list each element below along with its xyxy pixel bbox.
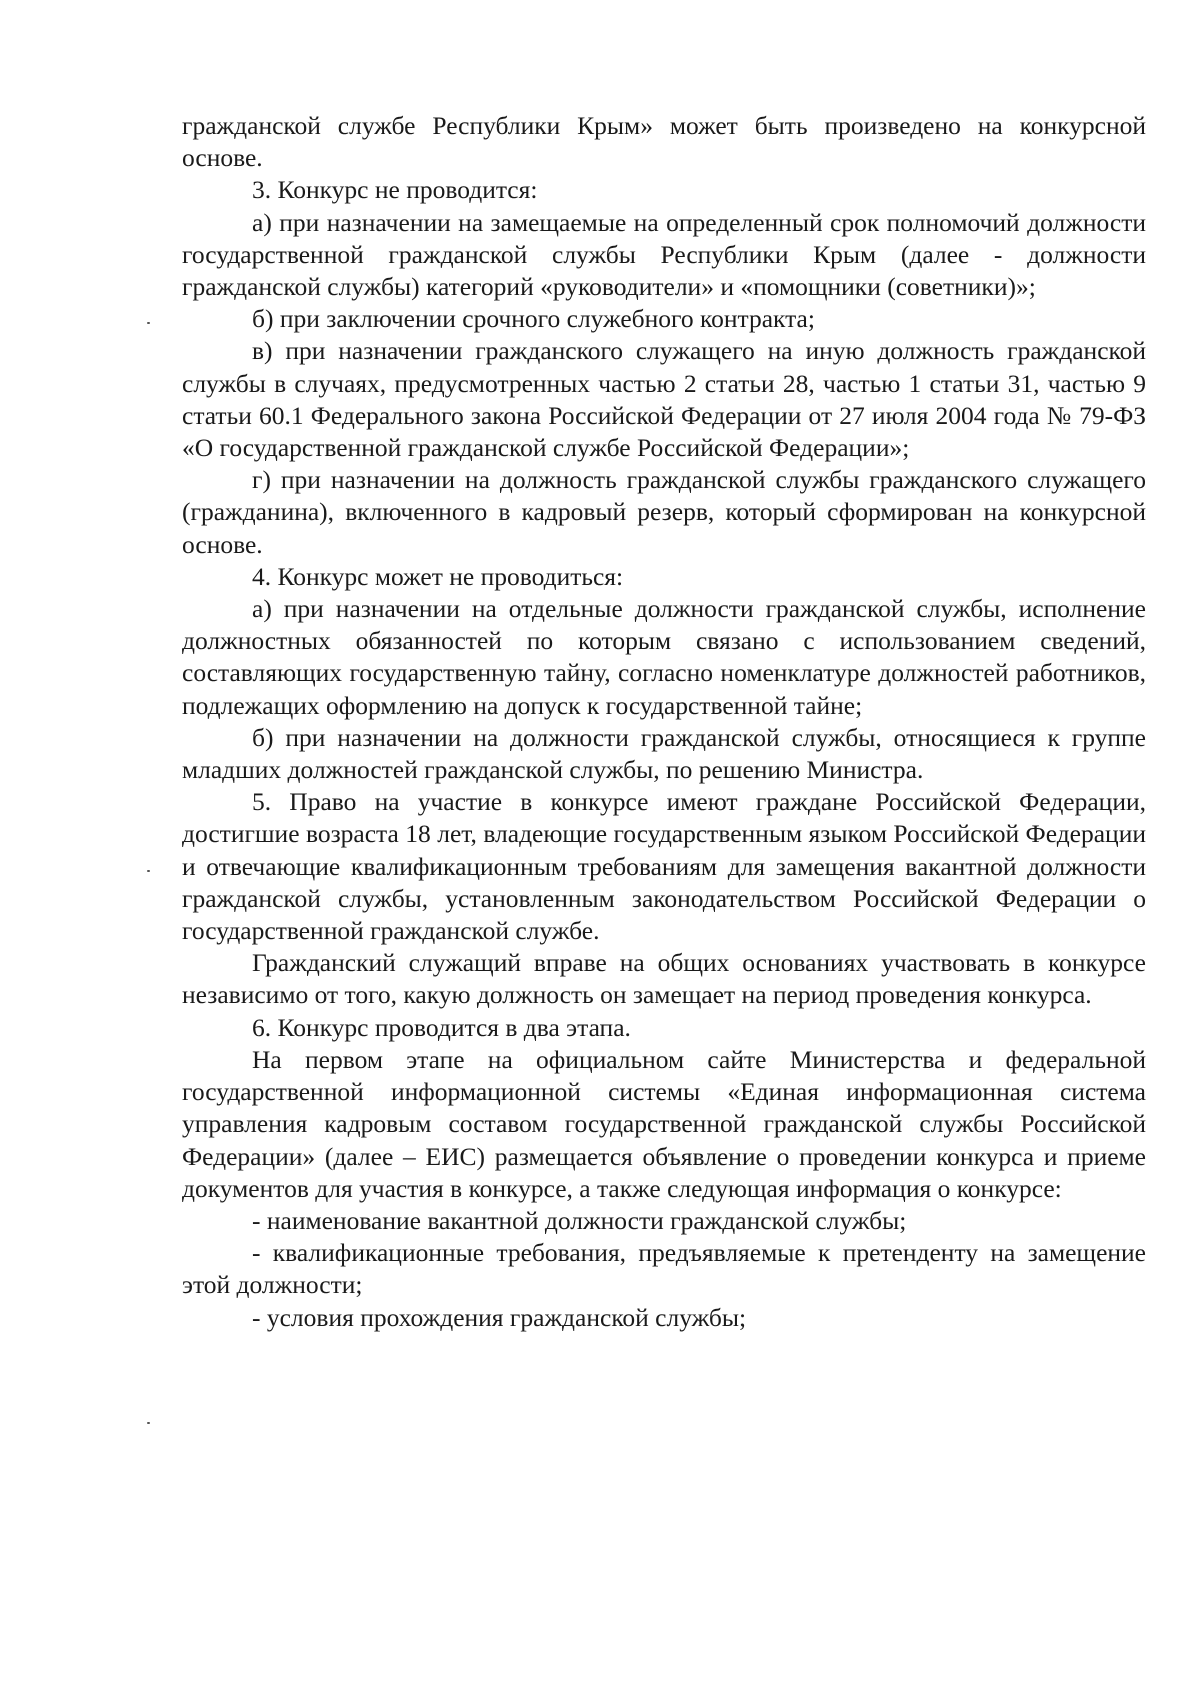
paragraph-item-3v: в) при назначении гражданского служащего на иную должность гражданской службы в случаях, предусмотренных частью 2 статьи 28, частью 1 статьи 31, частью 9 статьи 60.1 Федерального закона Российской Федерации от 27 июля 2004 года № 79-ФЗ «О государственной гражданской службе Российской Федерации»; <box>182 336 1146 463</box>
paragraph-item-6: 6. Конкурс проводится в два этапа. <box>252 1012 631 1042</box>
paragraph-item-3b: б) при заключении срочного служебного контракта; <box>252 304 815 334</box>
scan-speck <box>147 870 150 872</box>
list-item-position-name: - наименование вакантной должности гражданской службы; <box>252 1205 907 1235</box>
paragraph-item-4a: а) при назначении на отдельные должности гражданской службы, исполнение должностных обязанностей по которым связано с использованием сведений, составляющих государственную тайну, согласно номенклатуре должностей работников, подлежащих оформлению на допуск к государственной тайне; <box>182 594 1146 720</box>
paragraph-item-4b: б) при назначении на должности гражданской службы, относящиеся к группе младших должностей гражданской службы, по решению Министра. <box>182 722 1146 785</box>
paragraph-item-3: 3. Конкурс не проводится: <box>252 175 538 205</box>
scan-speck <box>147 322 150 324</box>
paragraph-item-6-first-stage: На первом этапе на официальном сайте Министерства и федеральной государственной информационной системы «Единая информационная система управления кадровым составом государственной гражданской службы Российской Федерации» (далее – ЕИС) размещается объявление о проведении конкурса и приеме документов для участия в конкурсе, а также следующая информация о конкурсе: <box>182 1044 1146 1203</box>
list-item-qualification: - квалификационные требования, предъявляемые к претенденту на замещение этой должности; <box>182 1238 1146 1300</box>
paragraph-item-5: 5. Право на участие в конкурсе имеют граждане Российской Федерации, достигшие возраста 18 лет, владеющие государственным языком Российской Федерации и отвечающие квалификационным требованиям для замещения вакантной должности гражданской службы, установленным законодательством Российской Федерации о государственной гражданской службе. <box>182 787 1146 946</box>
document-body <box>182 110 1146 1334</box>
paragraph-item-3g: г) при назначении на должность гражданской службы гражданского служащего (гражданина), включенного в кадровый резерв, который сформирован на конкурсной основе. <box>182 465 1146 559</box>
paragraph-item-5-note: Гражданский служащий вправе на общих основаниях участвовать в конкурсе независимо от того, какую должность он замещает на период проведения конкурса. <box>182 948 1146 1010</box>
paragraph-continuation: гражданской службе Республики Крым» может быть произведено на конкурсной основе. <box>182 111 1146 173</box>
scan-speck <box>147 1422 150 1424</box>
list-item-service-conditions: - условия прохождения гражданской службы; <box>252 1302 747 1332</box>
paragraph-item-3a: а) при назначении на замещаемые на определенный срок полномочий должности государственной гражданской службы Республики Крым (далее - должности гражданской службы) категорий «руководители» и «помощники (советники)»; <box>182 207 1146 302</box>
paragraph-item-4: 4. Конкурс может не проводиться: <box>252 561 624 591</box>
